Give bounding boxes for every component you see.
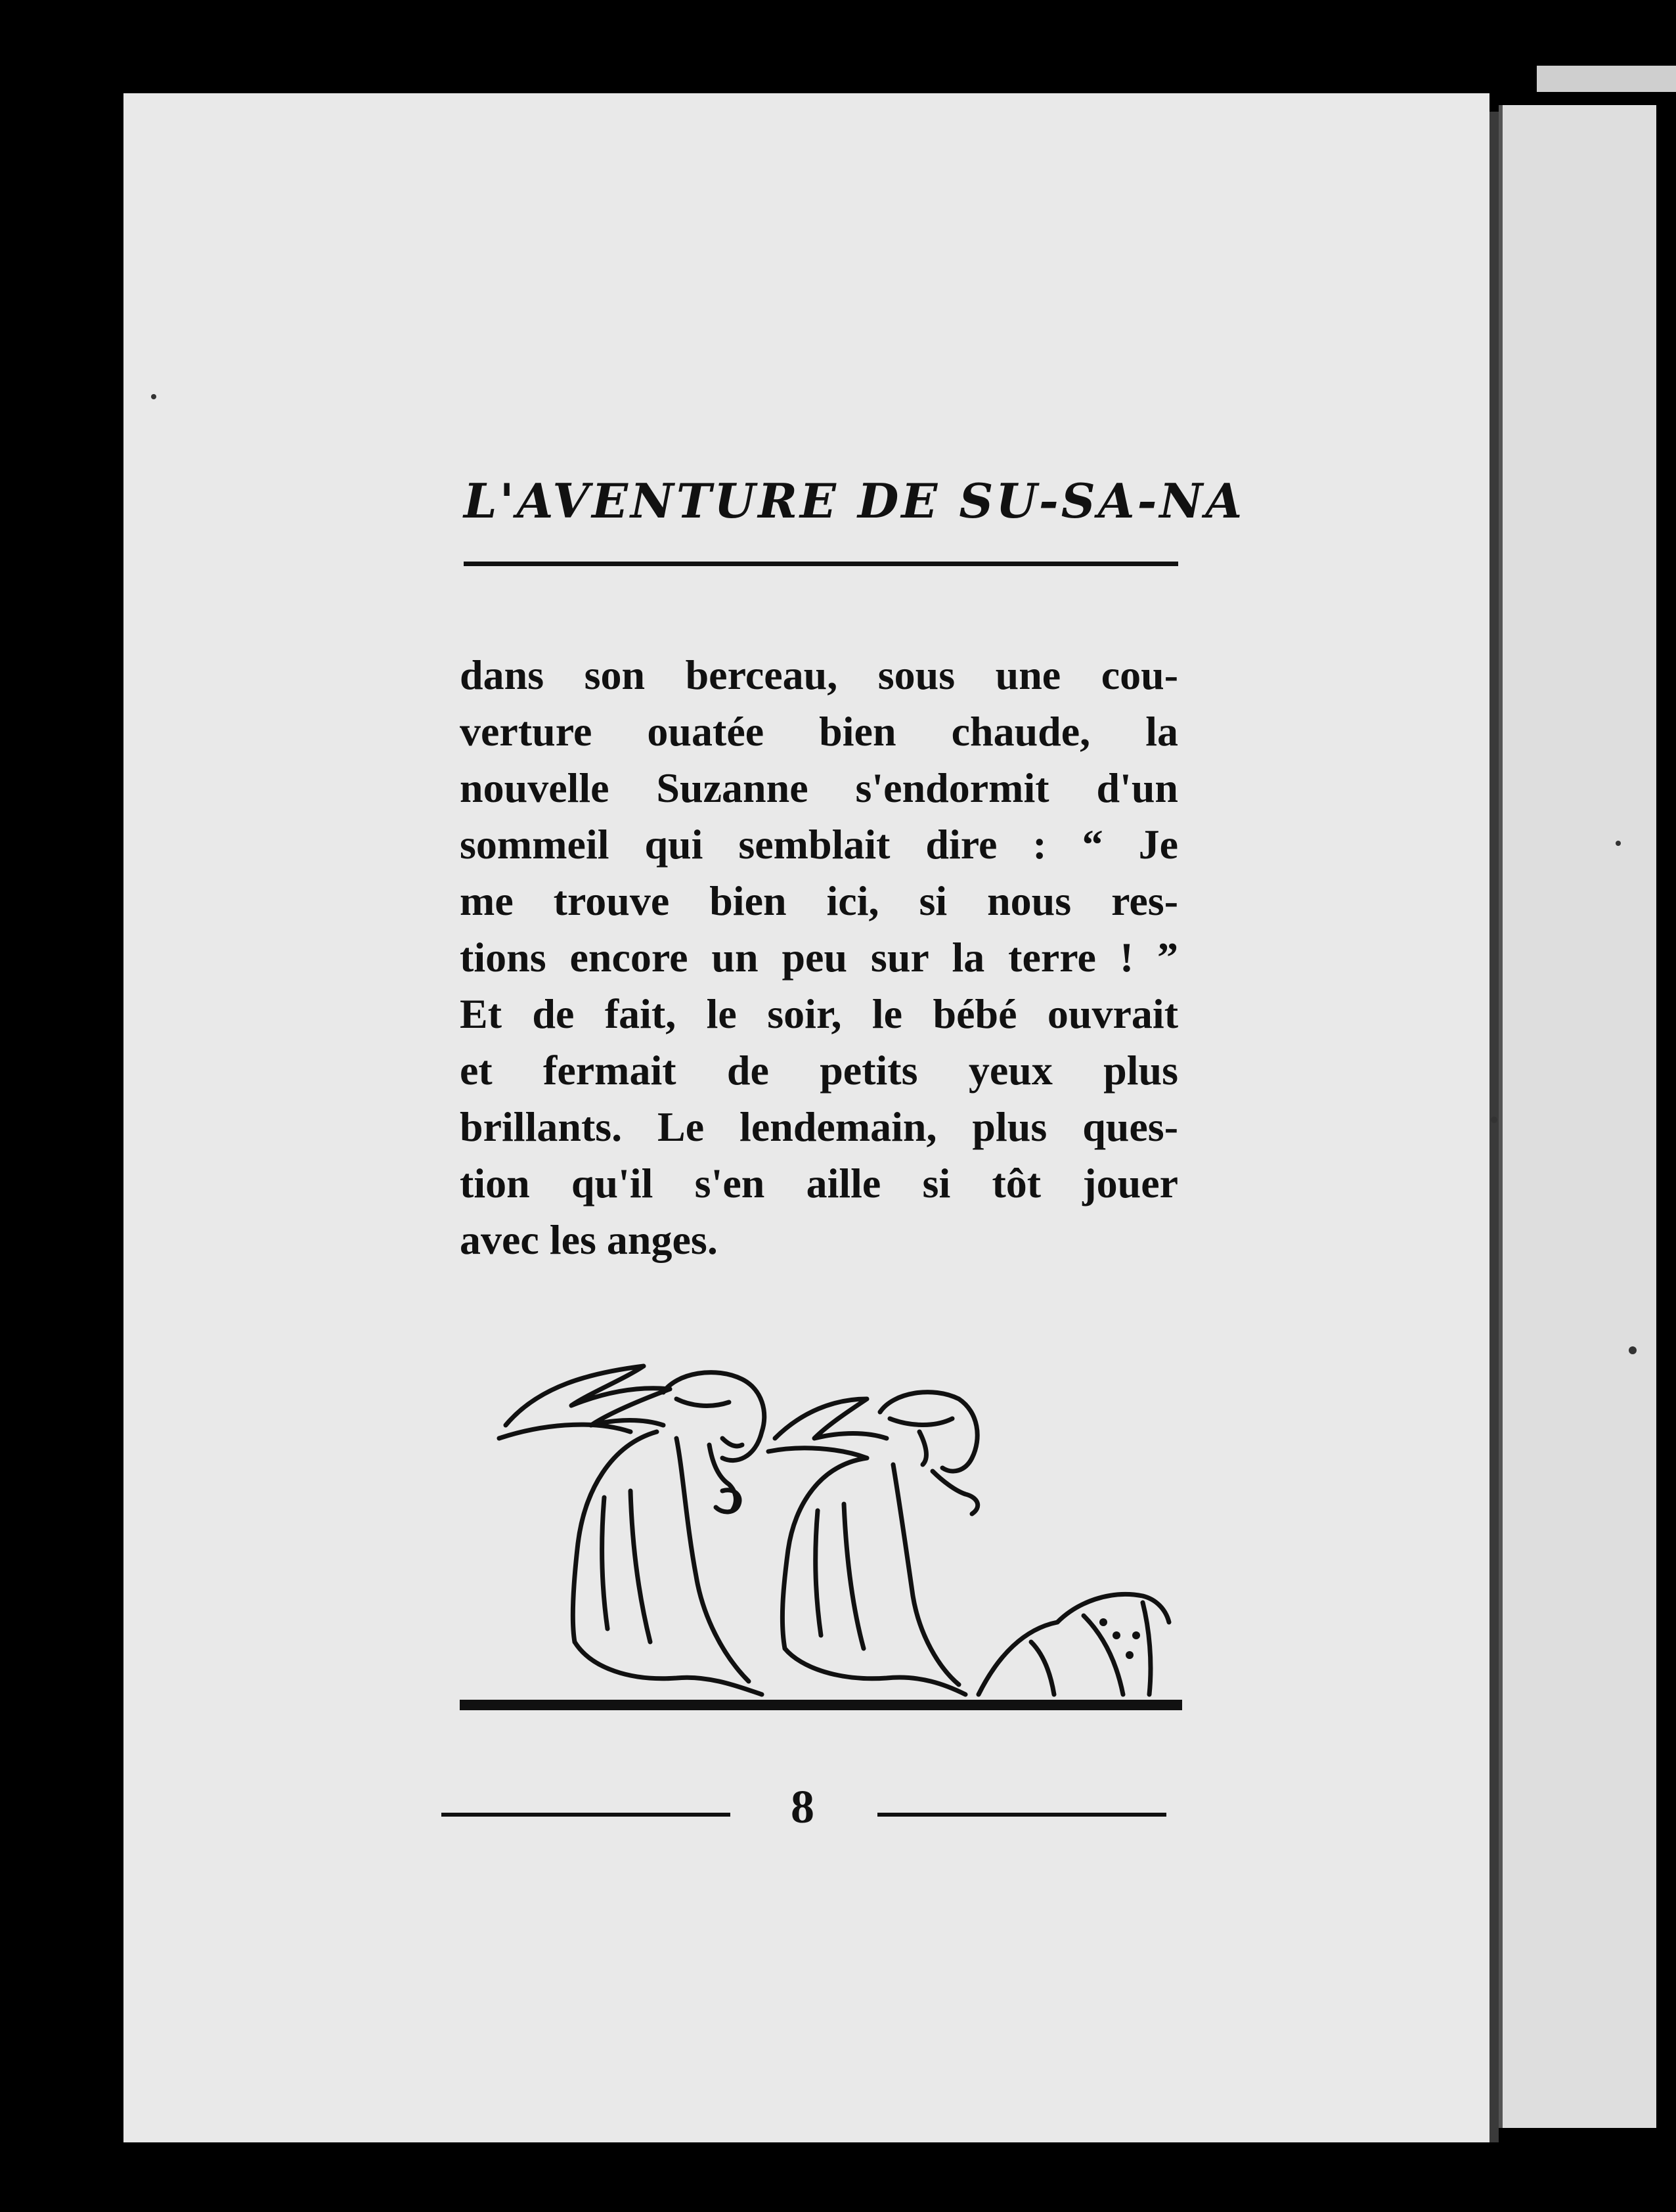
scan-speck (1616, 841, 1621, 846)
body-line: dans son berceau, sous une cou- (460, 652, 1178, 698)
body-line: nouvelle Suzanne s'endormit d'un (460, 764, 1178, 811)
page-gutter-shadow (1499, 105, 1503, 2128)
body-line: me trouve bien ici, si nous res- (460, 877, 1178, 924)
two-angels-kneeling-illustration (460, 1327, 1182, 1721)
body-line: brillants. Le lendemain, plus ques- (460, 1103, 1178, 1150)
footer-rule-left (441, 1813, 730, 1817)
page-edge-shadow (1489, 112, 1499, 2142)
body-line: avec les anges. (460, 1216, 718, 1263)
page-number: 8 (791, 1781, 814, 1833)
adjacent-page (1499, 105, 1656, 2128)
scan-speck (151, 394, 156, 399)
header-rule (464, 562, 1178, 566)
scan-speck (1629, 1346, 1637, 1354)
running-title: L'AVENTURE DE SU-SA-NA (464, 473, 1245, 529)
body-line: Et de fait, le soir, le bébé ouvrait (460, 990, 1178, 1037)
body-line: sommeil qui semblait dire : “ Je (460, 821, 1178, 868)
body-line: verture ouatée bien chaude, la (460, 708, 1178, 755)
body-line: tions encore un peu sur la terre ! ” (460, 934, 1178, 981)
scan-edge-strip (1537, 66, 1676, 92)
body-text (460, 647, 1178, 1268)
footer-rule-right (877, 1813, 1166, 1817)
scan-speck (1491, 1117, 1497, 1123)
page-footer (441, 1780, 1164, 1859)
body-line: tion qu'il s'en aille si tôt jouer (460, 1160, 1178, 1206)
body-line: et fermait de petits yeux plus (460, 1047, 1178, 1094)
